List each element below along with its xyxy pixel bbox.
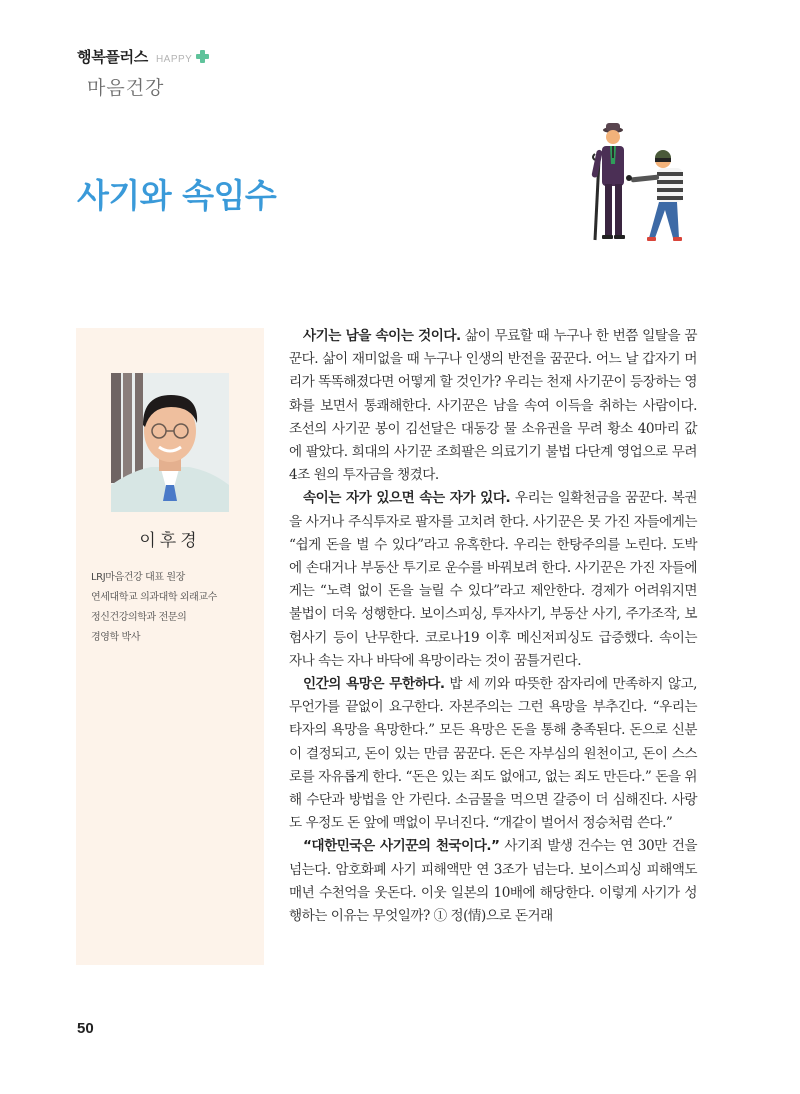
series-title: 행복플러스 [77,48,148,66]
paragraph [289,487,697,673]
paragraph [289,835,697,928]
series-label [77,46,209,67]
category-label: 마음건강 [87,77,165,99]
paragraph-text: 삶이 무료할 때 누구나 한 번쯤 일탈을 꿈꾼다. 삶이 재미없을 때 누구나 인생의 반전을 꿈꾼다. 어느 날 갑자기 머리가 똑똑해졌다면 어떻게 할 것인가? 우리는 천재 사기꾼이 등장하는 영화를 보면서 통쾌해한다. 사기꾼은 남을 속여 이득을 취하는 사람이다. 조선의 사기꾼 봉이 김선달은 대동강 물 소유권을 무려 황소 40마리 값에 팔았다. 희대의 사기꾼 조희팔은 의료기기 불법 다단계 영업으로 무려 4조 원의 투자금을 챙겼다. [289,328,697,484]
paragraph-lead: 인간의 욕망은 무한하다. [303,676,445,693]
paragraph [289,673,697,835]
paragraph-text: 밥 세 끼와 따뜻한 잠자리에 만족하지 않고, 무언가를 끝없이 요구한다. 자본주의는 그런 욕망을 부추긴다. “우리는 타자의 욕망을 욕망한다.” 모든 욕망은 돈을 통해 충족된다. 돈으로 신분이 결정되고, 돈이 있는 만큼 꿈꾼다. 돈은 자부심의 원천이고, 돈이 스스로를 자유롭게 한다. “돈은 있는 죄도 없애고, 없는 죄도 만든다.” 돈을 위해 수단과 방법을 안 가린다. 소금물을 먹으면 갈증이 더 심해진다. 사랑도 우정도 돈 앞에 맥없이 무너진다. “개같이 벌어서 정승처럼 쓴다.” [289,676,697,832]
author-portrait [111,373,229,512]
page-header [77,46,209,100]
paragraph [289,325,697,487]
paragraph-text: 사기죄 발생 건수는 연 30만 건을 넘는다. 암호화폐 사기 피해액만 연 3조가 넘는다. 보이스피싱 피해액도 매년 수천억을 웃돈다. 이웃 일본의 10배에 해당한다. 이렇게 사기가 성행하는 이유는 무엇일까? ① 정(情)으로 돈거래 [289,838,697,925]
author-credentials [91,568,217,648]
paragraph-lead: 사기는 남을 속이는 것이다. [303,328,461,344]
credential-item: LRJ마음건강 대표 원장 [91,572,185,583]
plus-icon [196,50,209,63]
credential-item: 경영학 박사 [91,632,141,643]
gentleman-pickpocket-illustration [585,120,715,245]
page-number: 50 [77,1020,94,1037]
paragraph-lead: “대한민국은 사기꾼의 천국이다.” [303,838,500,855]
author-name: 이후경 [139,531,201,551]
series-english: HAPPY [155,54,193,65]
paragraph-lead: 속이는 자가 있으면 속는 자가 있다. [303,490,511,507]
author-sidebar [76,328,264,965]
credential-item: 연세대학교 의과대학 외래교수 [91,592,217,603]
credential-item: 정신건강의학과 전문의 [91,612,187,623]
article-body [289,325,697,928]
article-title: 사기와 속임수 [77,176,277,215]
paragraph-text: 우리는 일확천금을 꿈꾼다. 복권을 사거나 주식투자로 팔자를 고치려 한다. 사기꾼은 못 가진 자들에게는 “쉽게 돈을 벌 수 있다”라고 유혹한다. 우리는 한탕주의를 노린다. 도박에 손대거나 부동산 투기로 운수를 바꿔보려 한다. 사기꾼은 가진 자들에게는 “노력 없이 돈을 늘릴 수 있다”라고 제안한다. 경제가 어려워지면 불법이 더욱 성행한다. 보이스피싱, 투자사기, 부동산 사기, 주가조작, 보험사기 등이 난무한다. 코로나19 이후 메신저피싱도 급증했다. 속이는 자나 속는 자나 바닥에 욕망이라는 것이 꿈틀거린다. [289,490,697,669]
